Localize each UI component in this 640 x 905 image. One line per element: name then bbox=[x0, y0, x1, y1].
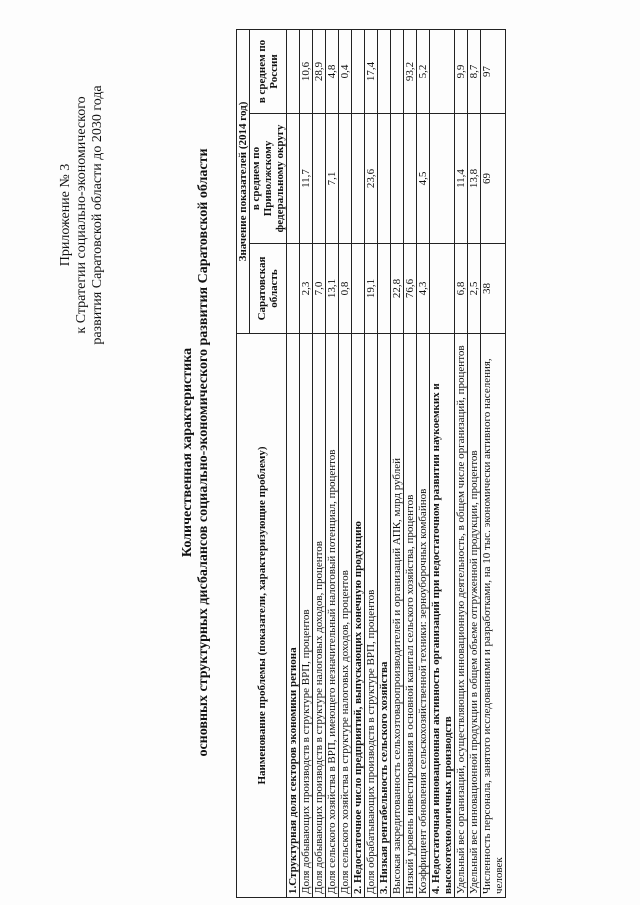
row-name: Доля добывающих производств в структуре налоговых доходов, процентов bbox=[313, 334, 326, 898]
row-name: Удельный вес инновационной продукции в общем объеме отгруженной продукции, процентов bbox=[468, 334, 481, 898]
value-district: 23,6 bbox=[365, 114, 378, 244]
value-region: 0,8 bbox=[339, 244, 352, 334]
row-name: Доля сельского хозяйства в ВРП, имеющего незначительный налоговый потенциал, процентов bbox=[326, 334, 339, 898]
table-row bbox=[287, 29, 300, 897]
value-region: 7,0 bbox=[313, 244, 326, 334]
value-district: 7,1 bbox=[326, 114, 339, 244]
row-name: Численность персонала, занятого исследованиями и разработками, на 10 тыс. экономически активного населения, человек bbox=[481, 334, 506, 898]
value-region: 4,3 bbox=[417, 244, 430, 334]
value-russia: 8,7 bbox=[468, 29, 481, 113]
value-region: 2,3 bbox=[300, 244, 313, 334]
row-name: Удельный вес организаций, осуществляющих инновационную деятельность, в общем числе организаций, процентов bbox=[455, 334, 468, 898]
value-district bbox=[339, 114, 352, 244]
value-district bbox=[404, 114, 417, 244]
table-row bbox=[468, 29, 481, 897]
value-russia: 97 bbox=[481, 29, 506, 113]
header-values: Значение показателей (2014 год) bbox=[237, 29, 250, 333]
value-russia bbox=[391, 29, 404, 113]
value-russia: 9,9 bbox=[455, 29, 468, 113]
header-saratov: Саратовская область bbox=[250, 244, 287, 334]
document-heading bbox=[180, 0, 212, 905]
value-russia: 17,4 bbox=[365, 29, 378, 113]
row-name: Низкий уровень инвестирования в основной капитал сельского хозяйства, процентов bbox=[404, 334, 417, 898]
table-row bbox=[481, 29, 506, 897]
table-row bbox=[365, 29, 378, 897]
value-region: 19,1 bbox=[365, 244, 378, 334]
table-row bbox=[391, 29, 404, 897]
table-row bbox=[455, 29, 468, 897]
table-row bbox=[339, 29, 352, 897]
value-district: 4,5 bbox=[417, 114, 430, 244]
table-row bbox=[378, 29, 391, 897]
section-title: 3. Низкая рентабельность сельского хозяйства bbox=[378, 334, 391, 898]
appendix-line-2: развития Саратовской области до 2030 года bbox=[90, 85, 105, 345]
table-row bbox=[417, 29, 430, 897]
value-russia: 0,4 bbox=[339, 29, 352, 113]
value-region: 13,1 bbox=[326, 244, 339, 334]
header-russia: в среднем по России bbox=[250, 29, 287, 113]
row-name: Высокая закредитованность сельхозтоваропроизводителей и организаций АПК, млрд рублей bbox=[391, 334, 404, 898]
table-row bbox=[404, 29, 417, 897]
row-name: Коэффициент обновления сельскохозяйственной техники: зерноуборочных комбайнов bbox=[417, 334, 430, 898]
value-russia: 5,2 bbox=[417, 29, 430, 113]
value-region: 76,6 bbox=[404, 244, 417, 334]
row-name: Доля добывающих производств в структуре ВРП, процентов bbox=[300, 334, 313, 898]
section-title: 1.Структурная доля секторов экономики региона bbox=[287, 334, 300, 898]
row-name: Доля сельского хозяйства в структуре налоговых доходов, процентов bbox=[339, 334, 352, 898]
table-row bbox=[352, 29, 365, 897]
value-russia: 93,2 bbox=[404, 29, 417, 113]
heading-line-2: основных структурных дисбалансов социально-экономического развития Саратовской области bbox=[196, 148, 211, 757]
section-title: 4. Недостаточная инновационная активность организаций при недостаточном развитии наукоемких и высокотехнологичных производств bbox=[430, 334, 455, 898]
value-russia: 28,9 bbox=[313, 29, 326, 113]
value-region: 38 bbox=[481, 244, 506, 334]
value-district: 13,8 bbox=[468, 114, 481, 244]
value-region: 6,8 bbox=[455, 244, 468, 334]
value-russia: 4,8 bbox=[326, 29, 339, 113]
value-district bbox=[313, 114, 326, 244]
header-problem: Наименование проблемы (показатели, характеризующие проблему) bbox=[237, 334, 287, 898]
table-row bbox=[300, 29, 313, 897]
appendix-header bbox=[58, 25, 106, 405]
value-district: 11,7 bbox=[300, 114, 313, 244]
value-district: 69 bbox=[481, 114, 506, 244]
value-region: 22,8 bbox=[391, 244, 404, 334]
section-title: 2. Недостаточное число предприятий, выпускающих конечную продукцию bbox=[352, 334, 365, 898]
value-district bbox=[391, 114, 404, 244]
indicators-table bbox=[236, 29, 506, 898]
header-volga-district: в среднем по Приволжскому федеральному округу bbox=[250, 114, 287, 244]
value-region: 2,5 bbox=[468, 244, 481, 334]
value-russia: 10,6 bbox=[300, 29, 313, 113]
table-row bbox=[430, 29, 455, 897]
heading-line-1: Количественная характеристика bbox=[180, 347, 195, 558]
table-row bbox=[326, 29, 339, 897]
row-name: Доля обрабатывающих производств в структуре ВРП, процентов bbox=[365, 334, 378, 898]
appendix-number: Приложение № 3 bbox=[58, 163, 73, 267]
table-row bbox=[313, 29, 326, 897]
appendix-line-1: к Стратегии социально-экономического bbox=[74, 96, 89, 334]
value-district: 11,4 bbox=[455, 114, 468, 244]
table-header-row bbox=[237, 29, 250, 897]
